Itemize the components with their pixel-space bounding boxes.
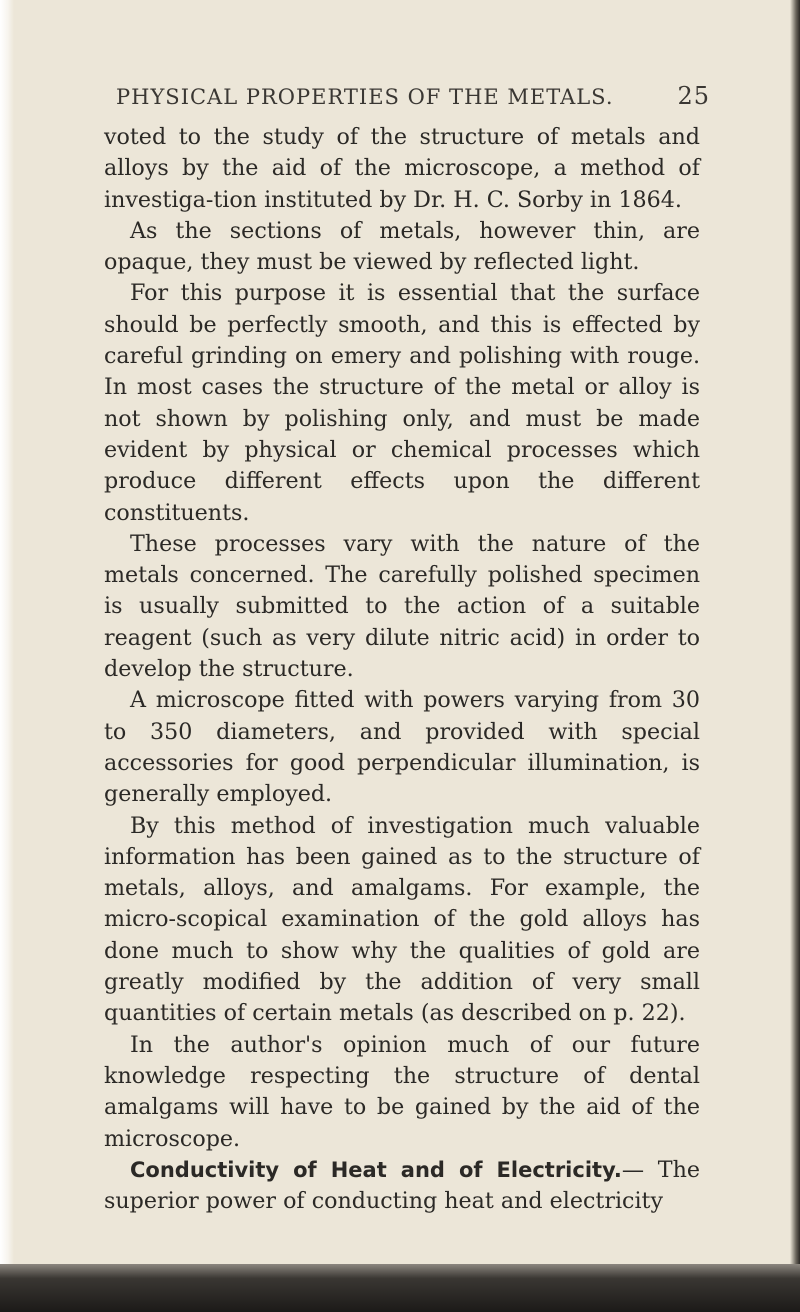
page-right-edge (790, 0, 800, 1312)
paragraph-8-text: — The superior power of conducting heat and electricity (104, 1156, 700, 1215)
paragraph-5: A microscope fitted with powers varying from 30 to 350 diameters, and provided with special accessories for good perpendicular illumination, is generally employed. (104, 687, 700, 808)
body-text (104, 122, 700, 1217)
book-page (104, 82, 710, 1217)
paragraph-8 (104, 1155, 700, 1218)
paragraph-3: For this purpose it is essential that the surface should be perfectly smooth, and this is effected by careful grinding on emery and polishing with rouge. In most cases the structure of the metal or alloy is not shown by polishing only, and must be made evident by physical or chemical processes which produce different effects upon the different constituents. (104, 280, 700, 526)
paragraph-1: voted to the study of the structure of metals and alloys by the aid of the microscope, a method of investiga-tion instituted by Dr. H. C. Sorby in 1864. (104, 124, 700, 213)
scan-bottom-shadow (0, 1264, 800, 1312)
running-head (114, 82, 710, 110)
paragraph-4: These processes vary with the nature of the metals concerned. The carefully polished specimen is usually submitted to the action of a suitable reagent (such as very dilute nitric acid) in order to develop the structure. (104, 530, 700, 683)
paragraph-7: In the author's opinion much of our future knowledge respecting the structure of dental amalgams will have to be gained by the aid of the microscope. (104, 1031, 700, 1152)
section-heading: Conductivity of Heat and of Electricity. (130, 1157, 622, 1182)
page-number: 25 (677, 82, 710, 110)
page-left-edge (0, 0, 14, 1312)
paragraph-6: By this method of investigation much valuable information has been gained as to the structure of metals, alloys, and amalgams. For example, the micro-scopical examination of the gold alloys has done much to show why the qualities of gold are greatly modified by the addition of very small quantities of certain metals (as described on p. 22). (104, 812, 700, 1027)
paragraph-2: As the sections of metals, however thin, are opaque, they must be viewed by reflected light. (104, 217, 700, 276)
running-head-title: PHYSICAL PROPERTIES OF THE METALS. (116, 85, 614, 109)
